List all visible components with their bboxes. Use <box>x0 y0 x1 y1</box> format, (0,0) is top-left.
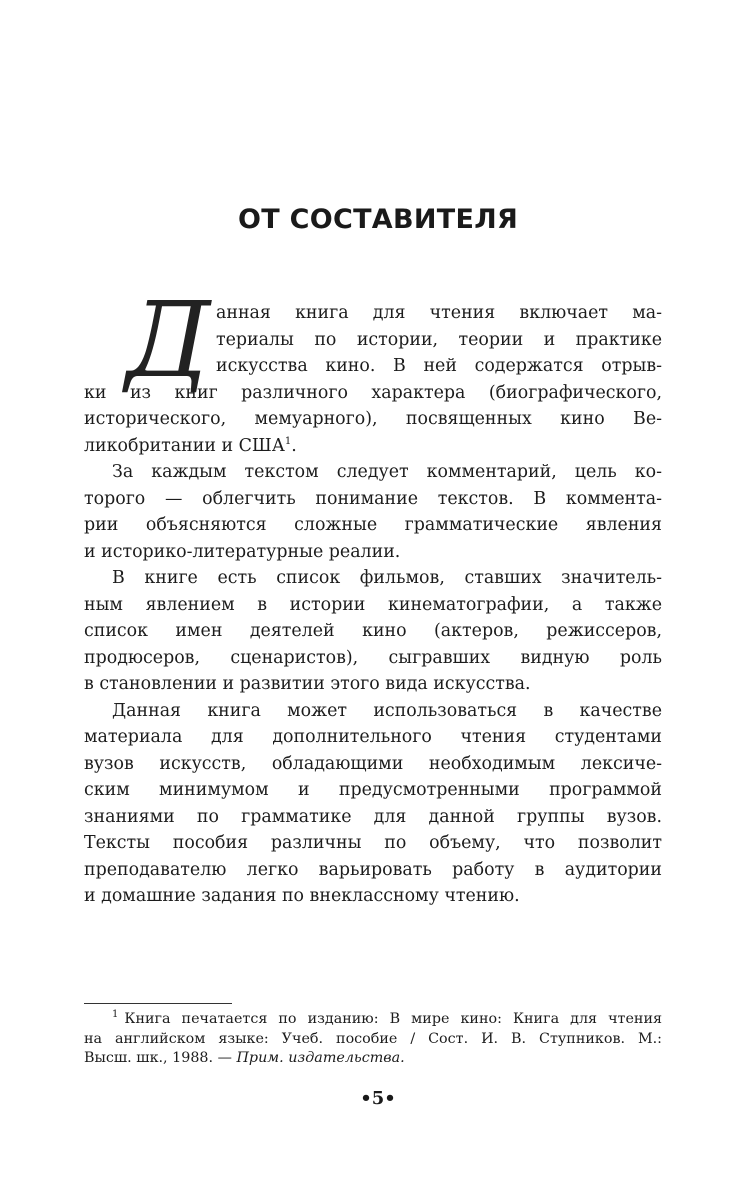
page-number: •5• <box>360 1088 396 1109</box>
text-line: Тексты пособия различны по объему, что позволит <box>84 833 662 853</box>
text-line: продюсеров, сценаристов), сыгравших видную роль <box>84 647 662 668</box>
page-title: ОТ СОСТАВИТЕЛЯ <box>237 204 519 235</box>
text-line: В книге есть список фильмов, ставших значитель- <box>112 568 662 588</box>
text-line: и домашние задания по внеклассному чтению. <box>84 886 520 906</box>
paragraph-4 <box>84 698 662 910</box>
text-line: териалы по истории, теории и практике <box>216 329 662 350</box>
footnote-text: Высш. шк., 1988. — <box>84 1050 237 1066</box>
paragraph-3 <box>84 565 662 698</box>
text-line: ным явлением в истории кинематографии, а также <box>84 594 662 615</box>
text-line: анная книга для чтения включает ма- <box>216 303 662 323</box>
text-line-content: ликобритании и США <box>84 435 285 456</box>
text-line: в становлении и развитии этого вида искусства. <box>84 674 531 694</box>
footnote-reference[interactable]: 1 <box>284 435 292 447</box>
text-line: список имен деятелей кино (актеров, режиссеров, <box>84 621 662 641</box>
text-line: знаниями по грамматике для данной группы вузов. <box>84 806 662 827</box>
footnote-line <box>112 1010 662 1030</box>
text-line: торого — облегчить понимание текстов. В коммента- <box>84 488 662 509</box>
text-line: рии объясняются сложные грамматические явления <box>84 515 662 535</box>
editor-note: Прим. издательства. <box>236 1050 405 1066</box>
drop-cap: Д <box>125 279 211 401</box>
text-line: вузов искусств, обладающими необходимым лексиче- <box>84 753 662 774</box>
text-line: преподавателю легко варьировать работу в аудитории <box>84 859 662 880</box>
text-line <box>84 433 662 460</box>
footnote-line <box>84 1049 662 1069</box>
sentence-end: . <box>291 435 297 456</box>
text-line: За каждым текстом следует комментарий, цель ко- <box>112 462 662 482</box>
text-line: исторического, мемуарного), посвященных кино Ве- <box>84 409 662 429</box>
footnote <box>84 1010 662 1069</box>
footnote-line: на английском языке: Учеб. пособие / Сост. И. В. Ступников. М.: <box>84 1030 662 1047</box>
paragraph-2 <box>84 459 662 565</box>
paragraph-1 <box>84 300 662 459</box>
text-line: искусства кино. В ней содержатся отрыв- <box>216 356 662 376</box>
text-line: материала для дополнительного чтения студентами <box>84 727 662 747</box>
text-line: Данная книга может использоваться в качестве <box>112 700 662 721</box>
text-line: ским минимумом и предусмотренными программой <box>84 780 662 800</box>
footnote-marker: 1 <box>112 1009 119 1021</box>
body-text <box>84 300 662 910</box>
footnote-text: Книга печатается по изданию: В мире кино: Книга для чтения <box>124 1011 662 1027</box>
text-line: ки из книг различного характера (биографического, <box>84 382 662 403</box>
text-line: и историко-литературные реалии. <box>84 541 401 562</box>
footnote-divider <box>84 1003 232 1004</box>
